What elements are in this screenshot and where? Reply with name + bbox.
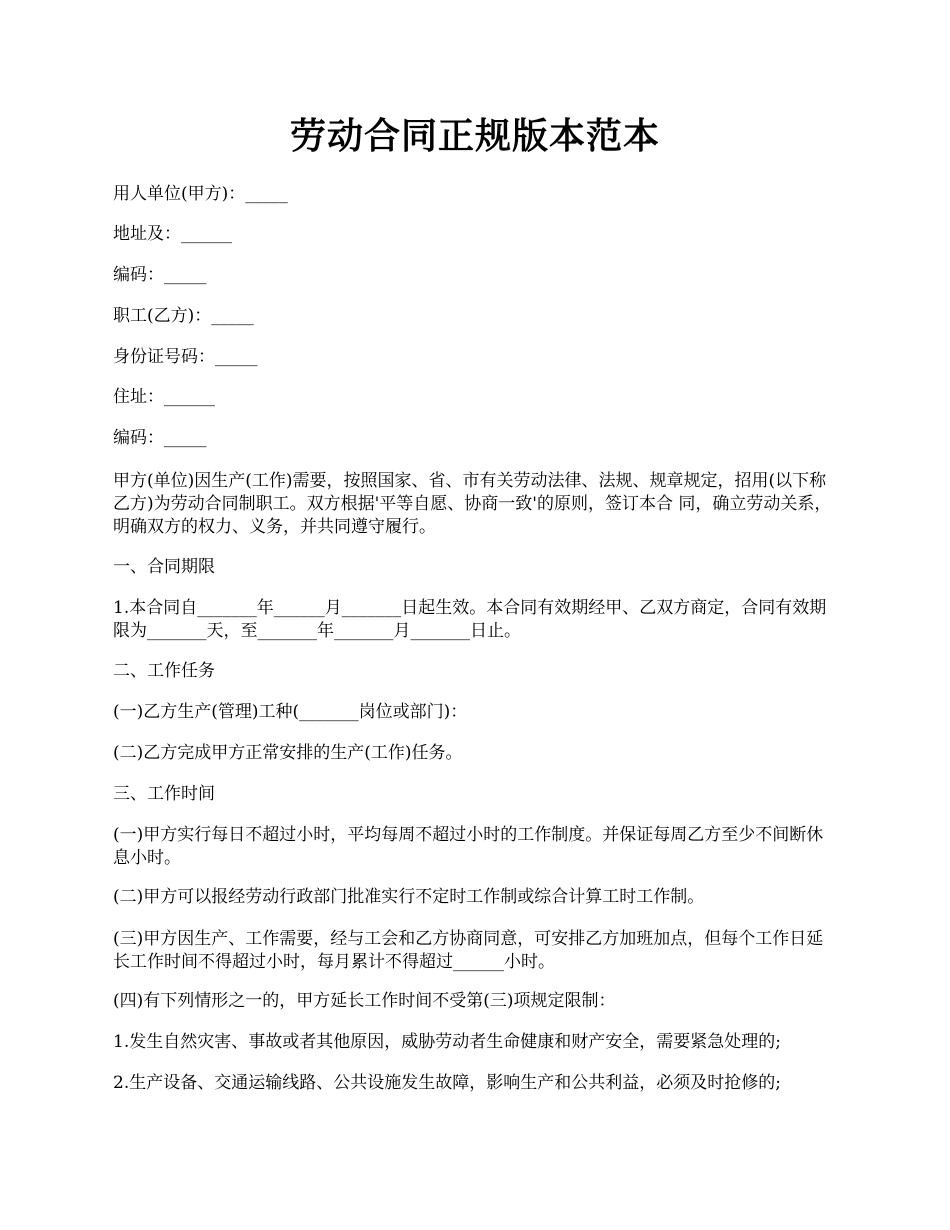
employer-field: 用人单位(甲方)：_____ — [113, 184, 288, 204]
clause-hours-2: (二)甲方可以报经劳动行政部门批准实行不定时工作制或综合计算工时工作制。 — [113, 887, 705, 907]
employee-address-field: 住址：______ — [113, 387, 215, 407]
clause-hours-4-item-1: 1.发生自然灾害、事故或者其他原因，威胁劳动者生命健康和财产安全，需要紧急处理的; — [113, 1032, 781, 1052]
section-heading-term: 一、合同期限 — [113, 557, 215, 577]
section-heading-tasks: 二、工作任务 — [113, 661, 215, 681]
employer-postcode-field: 编码：_____ — [113, 265, 207, 285]
clause-hours-3: (三)甲方因生产、工作需要，经与工会和乙方协商同意，可安排乙方加班加点，但每个工作日延长工作时间不得超过小时，每月累计不得超过______小时。 — [113, 929, 824, 972]
employee-postcode-field: 编码：_____ — [113, 428, 207, 448]
id-number-field: 身份证号码：_____ — [113, 347, 258, 367]
clause-term-1: 1.本合同自_______年______月_______日起生效。本合同有效期经甲、乙双方商定，合同有效期限为_______天，至_______年_______月_______日止。 — [113, 598, 827, 641]
clause-hours-4: (四)有下列情形之一的，甲方延长工作时间不受第(三)项规定限制： — [113, 991, 616, 1011]
document-title: 劳动合同正规版本范本 — [289, 115, 660, 157]
employer-address-field: 地址及：______ — [113, 224, 232, 244]
clause-tasks-1: (一)乙方生产(管理)工种(_______岗位或部门)： — [113, 702, 468, 722]
section-heading-hours: 三、工作时间 — [113, 784, 215, 804]
employee-field: 职工(乙方)：_____ — [113, 306, 254, 326]
clause-hours-1: (一)甲方实行每日不超过小时，平均每周不超过小时的工作制度。并保证每周乙方至少不间断休息小时。 — [113, 825, 824, 868]
clause-hours-4-item-2: 2.生产设备、交通运输线路、公共设施发生故障，影响生产和公共利益，必须及时抢修的; — [113, 1073, 781, 1093]
clause-tasks-2: (二)乙方完成甲方正常安排的生产(工作)任务。 — [113, 743, 463, 763]
preamble-paragraph: 甲方(单位)因生产(工作)需要，按照国家、省、市有关劳动法律、法规、规章规定，招用(以下称乙方)为劳动合同制职工。双方根据'平等自愿、协商一致'的原则，签订本合 同，确立劳动关系，明确双方的权力、义务，并共同遵守履行。 — [113, 471, 832, 537]
